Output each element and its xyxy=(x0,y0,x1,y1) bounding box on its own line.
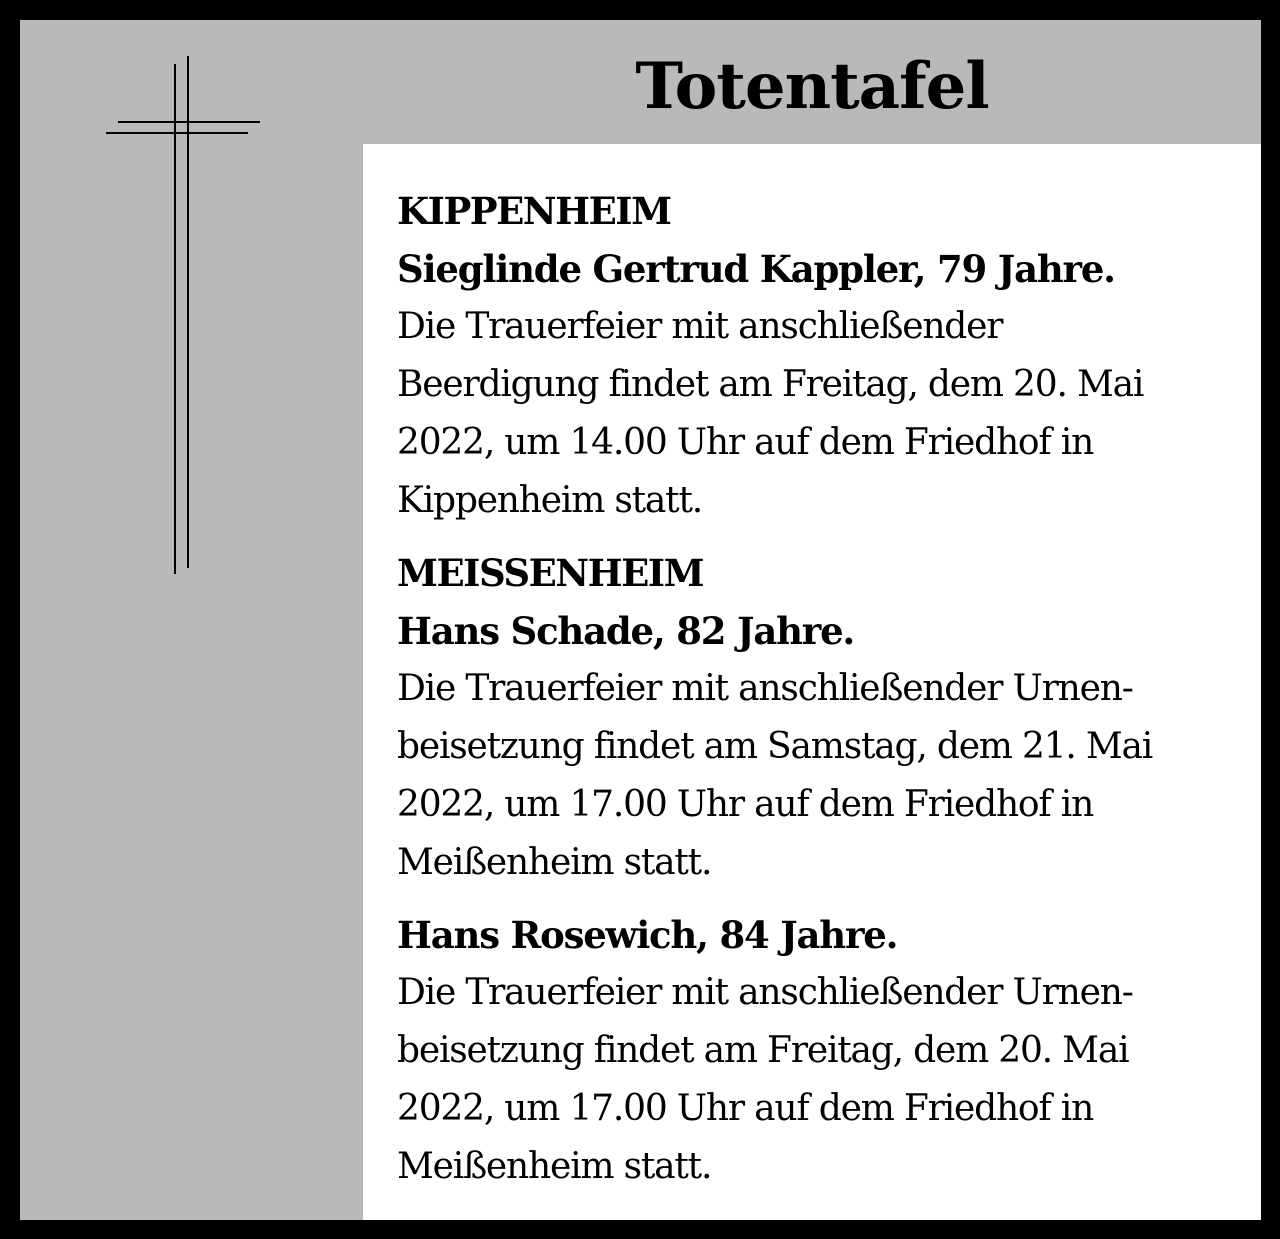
ceremony-line: Kippenheim statt. xyxy=(397,480,702,521)
ceremony-line: 2022, um 14.00 Uhr auf dem Friedhof in xyxy=(397,422,1094,463)
ceremony-line: Die Trauerfeier mit anschließender Urnen- xyxy=(397,972,1133,1013)
ceremony-line: Beerdigung findet am Freitag, dem 20. Mai xyxy=(397,364,1144,405)
cross-icon xyxy=(106,56,262,576)
section-kippenheim xyxy=(397,182,1227,530)
ceremony-line: Meißenheim statt. xyxy=(397,1146,712,1187)
ceremony-line: beisetzung findet am Samstag, dem 21. Mai xyxy=(397,726,1153,767)
ceremony-line: 2022, um 17.00 Uhr auf dem Friedhof in xyxy=(397,1088,1094,1129)
deceased-name: Hans Rosewich, 84 Jahre. xyxy=(397,913,898,957)
obituary-entry xyxy=(397,602,1227,892)
deceased-name: Sieglinde Gertrud Kappler, 79 Jahre. xyxy=(397,247,1115,291)
page-title: Totentafel xyxy=(635,49,989,124)
ceremony-line: 2022, um 17.00 Uhr auf dem Friedhof in xyxy=(397,784,1094,825)
obituary-entry xyxy=(397,240,1227,530)
ceremony-line: Die Trauerfeier mit anschließender xyxy=(397,306,1003,347)
ceremony-line: Meißenheim statt. xyxy=(397,842,712,883)
place-heading: MEISSENHEIM xyxy=(397,551,704,595)
obituary-entry xyxy=(397,906,1227,1196)
place-heading: KIPPENHEIM xyxy=(397,189,671,233)
section-meissenheim xyxy=(397,544,1227,1196)
notice-panel xyxy=(20,20,1261,1220)
obituary-content xyxy=(363,144,1261,1220)
ceremony-line: beisetzung findet am Freitag, dem 20. Mai xyxy=(397,1030,1129,1071)
ceremony-line: Die Trauerfeier mit anschließender Urnen- xyxy=(397,668,1133,709)
deceased-name: Hans Schade, 82 Jahre. xyxy=(397,609,855,653)
obituary-list xyxy=(397,182,1227,1200)
